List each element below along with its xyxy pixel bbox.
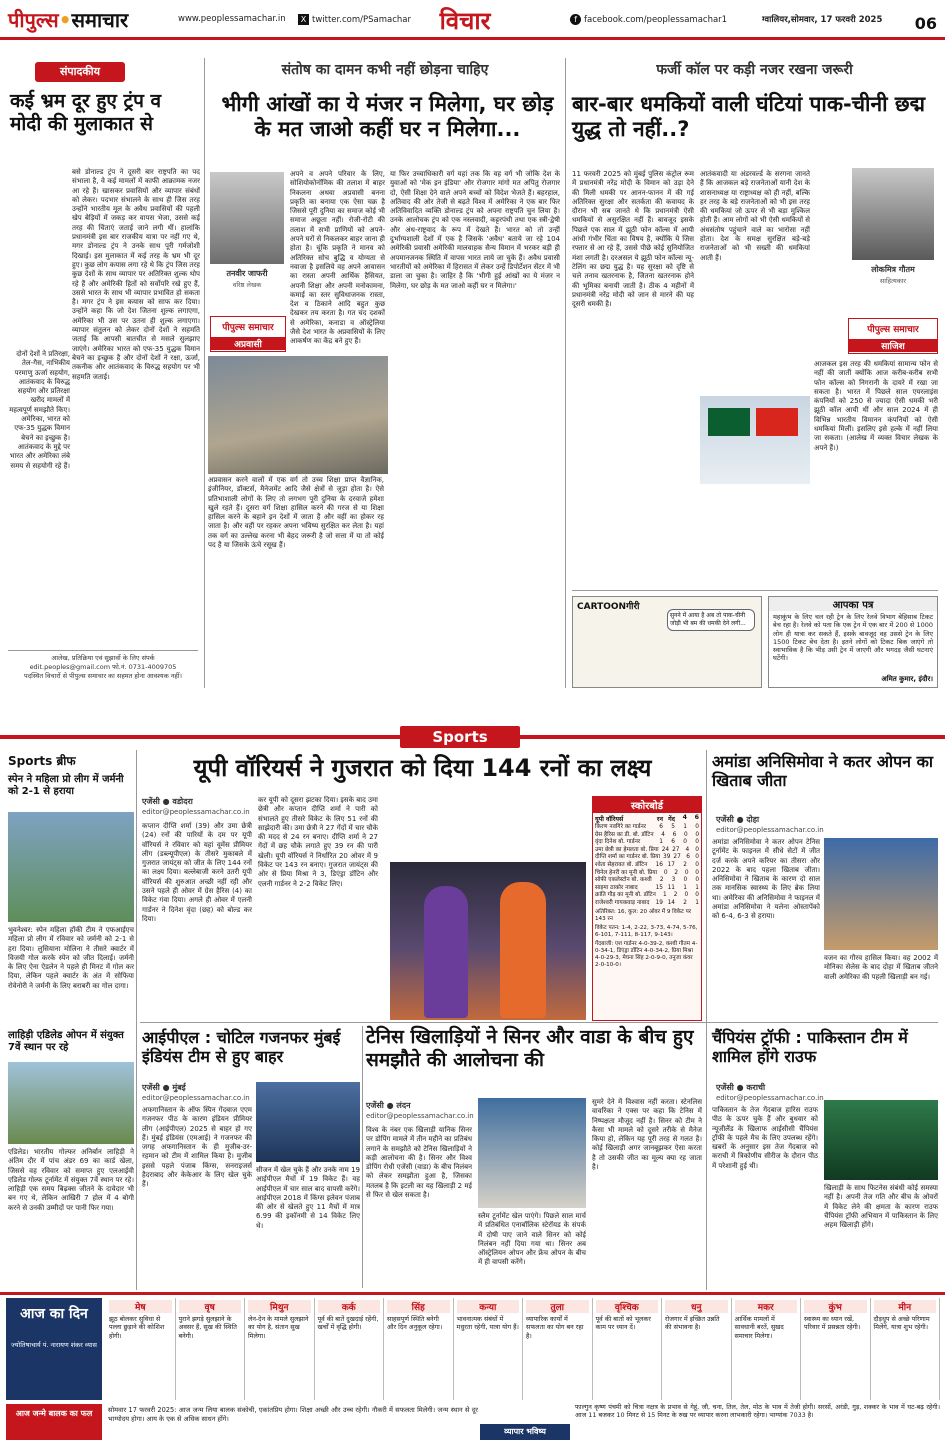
score-cell: 2 <box>659 877 664 884</box>
horoscope-1 <box>106 1298 176 1400</box>
sign-name: कन्या <box>457 1300 520 1313</box>
horoscope-5 <box>384 1298 454 1400</box>
twitter-link[interactable]: X twitter.com/PSamachar <box>298 14 411 25</box>
score-row <box>595 862 699 870</box>
score-row <box>595 824 699 832</box>
horoscope-8 <box>593 1298 663 1400</box>
sign-name: मकर <box>735 1300 798 1313</box>
score-cell: सोफी एकलेस्टोन बो. कश्वी <box>595 877 652 884</box>
score-cell: 11 <box>667 884 675 891</box>
horoscope-7 <box>523 1298 593 1400</box>
horoscope-9 <box>662 1298 732 1400</box>
article-photo <box>208 356 388 474</box>
score-cell: 0 <box>695 892 699 899</box>
amanda-photo <box>824 838 938 950</box>
section-title: विचार <box>439 7 491 35</box>
score-cell: 2 <box>683 861 687 868</box>
astro-title-box: आज का दिन ज्योतिषाचार्य पं. नारायण शंकर व्यास <box>6 1298 102 1400</box>
score-cell: 1 <box>683 824 687 830</box>
sign-name: तुला <box>526 1300 589 1313</box>
score-cell: 27 <box>672 846 680 853</box>
author-role: साहित्यकार <box>879 277 907 285</box>
scoreboard: स्कोरबोर्ड यूपी वॉरियर्स रन गेंद 4 6 किरण नवगिरे का गार्डनर 6 5 1 0 ग्रेस हैरिस का डी. बो. डॉटिन 4 6 0 0 वृंदा दिनेश बो. गार्डनर 1 6 0 0 उमा छेत्री का हेमलता बो. प्रिया 24 27 4 0 दीप्ति शर्मा का गार्डनर बो. प्रिया 39 27 6 0 श्वेता सेहरावत बो. डॉटिन 16 17 2 0 चिनेल हेनरी का मूनी बो. प्रिया 0 2 0 0 सोफी एकलेस्टोन बो. कश्वी 2 3 0 0 साइमा ठाकोर नाबाद 15 11 1 1 क्रांति गौड़ का मूनी बो. डॉटिन 1 2 0 0 राजेश्वरी गायकवाड़ नाबाद 19 14 2 1 अतिरिक्त: 16, कुल: 20 ओवर में 9 विकेट पर 143 रन विकेट पतन: 1-4, 2-22, 3-73, 4-74, 5-76, 6-101, 7-111, 8-117, 9-143। गेंदबाजी: एश गार्डनर 4-0-39-2, कश्वी गौतम 4-0-34-1, डिएंड्रा डॉटिन 4-0-34-2, प्रिया मिश्रा 4-0-29-3, मेघना सिंह 2-0-9-0, तनुजा कंवर 2-0-10-0। <box>592 796 702 1021</box>
sign-name: सिंह <box>387 1300 450 1313</box>
score-cell: ग्रेस हैरिस का डी. बो. डॉटिन <box>595 831 654 838</box>
score-cell: 1 <box>695 899 699 906</box>
ct-byline: एजेंसी ● कराची <box>716 1083 766 1092</box>
amanda-col1: अमांडा अनिसिमोवा ने कतर ओपन टेनिस टूर्नामेंट के फाइनल में सीधे सेटों में जीत दर्ज करके अपने करियर का तीसरा और 2022 के बाद पहला खिताब जीता। अनिसिमोवा ने खिताब के कारण दो साल तक मानसिक स्वास्थ्य के लिए ब्रेक लिया था। अमेरिका की अनिसिमोवा ने फाइनल में अमांडा अनिसिमोवा ने यलेना ओस्तापेंको को 6-4, 6-3 से हराया। <box>712 838 820 921</box>
editorial-sidebar: दोनों देशों ने प्रतिरक्षा, तेल-गैस, नाभिकीय परमाणु ऊर्जा सहयोग, आतंकवाद के विरुद्ध सहयोग और प्रतिरक्षा खरीद मामलों में महत्वपूर्ण समझौते किए। अमेरिका, भारत को एफ-35 युद्धक विमान बेचने का इच्छुक है। आतंकवाद के मुद्दे पर भारत और अमेरिका लंबे समय से सहयोगी रहे हैं। <box>9 350 70 470</box>
letters-box: आपका पत्र महाकुंभ के लिए चल रही ट्रेन के लिए रेलवे विभाग बेहिसाब टिकट बेच रहा है। रेलवे को पता कि एक ट्रेन में एक बार में 200 से 1000 लोग ही यात्रा कर सकते हैं, इसके बावजूद वह उससे ट्रेन के लिए 1500 टिकट बेच देता है। इतने लोगों को टिकट बिक जाएंगे तो स्वाभाविक है कि भीड़ उसी ट्रेन में जाएगी और भगदड़ जैसी घटनाएं घटेंगी। अमित कुमार, इंदौर। <box>768 596 938 688</box>
mi-email[interactable]: editor@peoplessamachar.co.in <box>142 1094 250 1102</box>
sign-text: दौड़धूप से अच्छे परिणाम मिलेंगे, यात्रा शुभ रहेगी। <box>873 1315 930 1332</box>
sign-name: धनु <box>665 1300 728 1313</box>
score-cell: 1 <box>683 884 687 891</box>
sign-name: कर्क <box>318 1300 381 1313</box>
score-cell: 15 <box>655 884 663 891</box>
horoscope-2 <box>176 1298 246 1400</box>
score-cell: 4 <box>661 831 665 838</box>
mi-byline: एजेंसी ● मुंबई <box>142 1083 186 1092</box>
amanda-headline: अमांडा अनिसिमोवा ने कतर ओपन का खिताब जीता <box>712 752 934 791</box>
author-photo <box>852 168 934 260</box>
ct-col1: पाकिस्तान के तेज गेंदबाज हारिस राउफ पीठ के ऊपर चुके हैं और बुधवार को न्यूजीलैंड के खिलाफ आईसीसी चैंपियंस ट्रॉफी के पहले मैच के लिए उपलब्ध रहेंगे। खबरों के अनुसार इस तेज गेंदबाज को कराची में त्रिकोणीय सीरीज के दौरान पीठ में परेशानी हुई थी। <box>712 1106 818 1170</box>
horoscope-4 <box>315 1298 385 1400</box>
sign-text: झूठ बोलकर सुविधा से पल्ला छुड़ाने की कोशिश होगी। <box>109 1315 165 1340</box>
horoscope-3 <box>245 1298 315 1400</box>
score-cell: किरण नवगिरे का गार्डनर <box>595 824 647 830</box>
score-cell: 0 <box>695 877 700 884</box>
sign-name: वृश्चिक <box>596 1300 659 1313</box>
score-cell: 0 <box>695 869 699 876</box>
score-cell: 0 <box>683 831 688 838</box>
astro-rule <box>0 1292 945 1295</box>
rauf-photo <box>824 1100 938 1180</box>
cricket-headline: यूपी वॉरियर्स ने गुजरात को दिया 144 रनों का लक्ष्य <box>193 754 652 782</box>
tennis-col2: स्लैम टूर्नामेंट खेल पाएंगे। पिछले साल मार्च में प्रतिबंधित एनाबॉलिक स्टेरॉयड के संपर्क में दोषी पाए जाने वाले सिनर को कोई निलंबन नहीं दिया गया था। सिनर अब ऑस्ट्रेलियन ओपन और फ्रेंच ओपन के बीच में ही वापसी करेंगे। <box>478 1212 586 1267</box>
cricket-byline: एजेंसी ● वडोदरा <box>142 797 193 806</box>
trade-text: फाल्गुन कृष्ण पंचमी को चित्रा नक्षत्र के प्रभाव से गेहूं, जौ, चना, तिल, तेल, मोठ के भाव में तेजी होगी। सरसों, अरंडी, गुड़, शक्कर के भाव में घट-बढ़ रहेगी। आज 11 बजकर 10 मिनट से 15 मिनट के रुख पर व्यापार करना लाभकारी रहेगा। भाग्यांक 7033 है। <box>575 1403 940 1420</box>
amanda-email[interactable]: editor@peoplessamachar.co.in <box>716 826 824 834</box>
score-cell: 0 <box>695 831 700 838</box>
score-cell: 0 <box>695 846 699 853</box>
sign-name: मिथुन <box>248 1300 311 1313</box>
score-cell: 0 <box>684 869 689 876</box>
brief1-headline: स्पेन ने महिला प्रो लीग में जर्मनी को 2-1 से हराया <box>8 774 124 797</box>
score-row <box>595 892 699 900</box>
score-col-header: 6 <box>694 814 699 821</box>
cricket-email[interactable]: editor@peoplessamachar.co.in <box>142 808 250 816</box>
score-cell: दीप्ति शर्मा का गार्डनर बो. प्रिया <box>595 854 661 861</box>
mi-col1: अफगानिस्तान के ऑफ स्पिन गेंदबाज एएम गजनफर पीठ के कारण इंडियन प्रीमियर लीग (आईपीएल) 2025 से बाहर हो गए हैं। मुंबई इंडियंस (एमआई) ने गजनफर की जगह अफगानिस्तान के ही मुजीब-उर-रहमान को टीम में शामिल किया है। मुजीब इससे पहले पंजाब किंग्स, सनराइजर्स हैदराबाद और केकेआर के लिए खेल चुके हैं। <box>142 1106 252 1189</box>
score-col-header: गेंद <box>668 816 675 823</box>
score-cell: 1 <box>659 839 663 846</box>
right-band: पीपुल्स समाचार साजिश <box>848 318 938 354</box>
score-cell: 2 <box>674 869 679 876</box>
score-cell: 27 <box>673 854 681 861</box>
player-figure <box>500 882 546 1018</box>
score-row <box>595 877 699 885</box>
tennis-headline: टेनिस खिलाड़ियों ने सिनर और वाडा के बीच हुए समझौते की आलोचना की <box>366 1026 694 1071</box>
ct-col2: खिलाड़ी के साथ फिटनेस संबंधी कोई समस्या नहीं है। अपनी तेज गति और बीच के ओवरों में विकेट लेने की क्षमता के कारण राउफ चैंपियंस ट्रॉफी अभियान में पाकिस्तान के लिए अहम खिलाड़ी होंगे। <box>824 1184 938 1230</box>
sign-text: पूर्व की बातों को भूलकर काम पर ध्यान दें। <box>595 1315 651 1332</box>
score-cell: साइमा ठाकोर नाबाद <box>595 884 638 891</box>
score-cell: 0 <box>695 839 699 846</box>
column-divider <box>362 1026 363 1288</box>
ct-email[interactable]: editor@peoplessamachar.co.in <box>716 1094 824 1102</box>
score-cell: 0 <box>683 877 688 884</box>
score-col-header: 4 <box>682 814 687 821</box>
author-name: लोकमित्र गौतम <box>871 265 915 274</box>
center-col2: अप्रवासन करने वालों में एक वर्ग तो उच्च शिक्षा प्राप्त वैज्ञानिक, इंजीनियर, डॉक्टर्स, मैनेजमेंट आदि जैसे क्षेत्रों से जुड़ा होता है। ऐसे प्रतिभाशाली लोगों के लिए तो लगभग पूरी दुनिया के दरवाजे हमेशा खुले रहते हैं। दूसरा वर्ग शिक्षा हासिल करने की गरज से या शिक्षा हासिल करने के बहाने इन देशों में जाता है और वहीं का होकर रह जाता है। और वहीं पर रहकर अपना भविष्य सुरक्षित कर लेता है। यहां तक वर्ग का उल्लेख करना भी बेहद जरूरी है जो सत्ता में या तो कोई पद है या जिसके ऊंचे रसूख हैं। <box>208 476 384 550</box>
score-cell: 3 <box>671 877 676 884</box>
right-col3-start <box>814 170 850 320</box>
horoscope-6 <box>454 1298 524 1400</box>
score-cell: 0 <box>663 869 668 876</box>
column-divider <box>204 58 205 688</box>
row-divider <box>572 590 938 591</box>
cartoon-box: CARTOONगीरी सुनने में आया है अब तो पाक-चीनी जोड़ी भी बम की धमकी देने लगी... <box>572 596 762 688</box>
tennis-byline: एजेंसी ● लंदन <box>366 1101 411 1110</box>
facebook-icon: f <box>570 14 581 25</box>
sign-name: मेष <box>109 1300 172 1313</box>
tennis-col3: सुमरे देने में विश्वास नहीं करता। स्टेनलिस वावरिंका ने एक्स पर कहा कि टेनिस में निष्पक्षता मौजूद नहीं है। सिनर को टीम ने कैसा भी मामले को दूसरे तरीके से मैनेज किया हो, लेकिन यह पूरी तरह से गलत है। कोई खिलाड़ी अगर जानबूझकर ऐसा करता है तो उसकी जीत का मूल्य क्या रह जाता है। <box>592 1098 702 1172</box>
score-cell: 6 <box>671 839 675 846</box>
birth-label: आज जन्मे बालक का फल <box>6 1404 102 1440</box>
score-cell: 0 <box>695 861 699 868</box>
editorial-headline: कई भ्रम दूर हुए ट्रंप व मोदी की मुलाकात से <box>10 90 162 135</box>
editorial-body: बसे डोनाल्ड ट्रंप ने दूसरी बार राष्ट्रपति का पद संभाला है, वे कई मामलों में काफी आक्रामक नजर आ रहे हैं। खासकर प्रवासियों और व्यापार संबंधों को लेकर। पदभार संभालने के साथ ही जिस तरह उन्होंने भारतीय मूल के अवैध प्रवासियों की पहली खेप बेड़ियों में जकड़ कर वापस भेजा, उससे कई तरह की चिंताएं जताई जाने लगी थीं। हालांकि प्रधानमंत्री इस बार राजकीय यात्रा पर नहीं गए थे, मगर डोनाल्ड ट्रंप ने उनके साथ पूरी गर्मजोशी दिखाई। इस मुलाकात में कई तरह के भ्रम भी दूर हुए। कुछ लोग कयास लगा रहे थे कि ट्रंप जिस तरह कुछ देशों के साथ व्यापार पर अतिरिक्त शुल्क थोप रहे हैं और अमेरिकी हितों को सर्वोपरि रखे हुए हैं, उससे भारत के साथ भी व्यापार प्रभावित हो सकता है। मगर ट्रंप ने इस कयास को साफ कर दिया। उन्होंने कहा कि जो देश जितना शुल्क लगाएगा, अमेरिका भी उस पर उतना ही शुल्क लगाएगा। व्यापार संतुलन को लेकर दोनों देशों ने सहमति जताई कि आपसी बातचीत से मसले सुलझाए जाएंगे। अमेरिका भारत को एफ-35 युद्धक विमान बेचने का इच्छुक है और दोनों देशों ने रक्षा, ऊर्जा, तकनीक और आतंकवाद के विरुद्ध सहयोग पर भी सहमति जताई। <box>72 168 200 381</box>
score-cell: वृंदा दिनेश बो. गार्डनर <box>595 839 641 846</box>
page-number: 06 <box>914 14 937 33</box>
score-cell: श्वेता सेहरावत बो. डॉटिन <box>595 861 648 868</box>
right-col3: आजकल इस तरह की धमकियां सामान्य फोन से नहीं की जातीं क्योंकि आज करीब-करीब सभी फोन कॉल्स को निगरानी के दायरे में रखा जा सकता है। भारत में पिछले साल एयरलाइंस कंपनियों को 250 से ज्यादा ऐसी धमकी भरी झूठी कॉल आयी थीं और साल 2024 में ही विभिन्न भारतीय विमानन कंपनियों को ऐसी धमकियां मिलीं। इसलिए इसे हल्के में नहीं लिया जा सकता। (आलेख में व्यक्त विचार लेखक के अपने हैं।) <box>814 360 938 452</box>
pakistan-flag <box>708 408 750 436</box>
cricket-col2: कर यूपी को दूसरा झटका दिया। इसके बाद उमा छेत्री और कप्तान दीप्ति शर्मा ने पारी को संभालते हुए तीसरे विकेट के लिए 51 रनों की साझेदारी की। उमा छेत्री ने 27 गेंदों में चार चौके की मदद से 24 रन बनाए। दीप्ति शर्मा ने 27 गेंदों में छह चौके लगाते हुए 39 रन की पारी खेली। यूपी वॉरियर्स ने निर्धारित 20 ओवर में 9 विकेट पर 143 रन बनाए। गुजरात जायंट्स की ओर से प्रिया मिश्रा ने 3, डिएंड्रा डॉटिन और एलनी गार्डनर ने 2-2 विकेट लिए। <box>258 796 378 888</box>
dateline: ग्वालियर,सोमवार, 17 फरवरी 2025 <box>762 15 883 25</box>
score-cell: 0 <box>684 892 689 899</box>
score-cell: क्रांति गौड़ का मूनी बो. डॉटिन <box>595 892 656 899</box>
player-figure <box>424 886 468 1018</box>
amanda-byline: एजेंसी ● दोहा <box>716 815 760 824</box>
score-cell: 6 <box>686 854 690 861</box>
score-cell: 5 <box>671 824 675 830</box>
score-cell: 0 <box>683 839 687 846</box>
score-cell: उमा छेत्री का हेमलता बो. प्रिया <box>595 846 659 853</box>
score-cell: 19 <box>655 899 663 906</box>
score-cell: राजेश्वरी गायकवाड़ नाबाद <box>595 899 650 906</box>
center-col3: या फिर उच्चाधिकारी वर्ग यहां तक कि वह वर्ग भी जोकि देश के युवाओं को 'मेक इन इंडिया' और रोजगार मांगो मत अपितु रोजगार दो, ऐसी शिक्षा देने वाले अपने बच्चों को विदेश भेजते हैं। बहरहाल, अतिवाद की ओर तेजी से बढ़ते विश्व में अमेरिका ने एक बार फिर अतिविवादित व्यक्ति डोनाल्ड ट्रंप को अपना राष्ट्रपति चुन लिया है। उनके आलोचक ट्रंप को एक नस्लवादी, कट्टरपंथी तथा एक स्त्री-द्वेषी और अंध-राष्ट्रवाद के रूप में देखते हैं। भारत को तो उन्हीं दुर्भाग्यशाली देशों में एक है जिसके 'अवैध' बताये जा रहे 104 अमेरिकी प्रवासी अमेरिकी मालवाहक सैन्य विमान में भरकर बड़ी ही अपमानजनक स्थिति में वापस भारत लाये जा चुके हैं। अवैध प्रवासी भारतीयों को अमेरिका में हिरासत में लेकर उन्हें डिपोर्टेशन सेंटर में भी डाला जा चुका है। जाहिर है कि 'भीगी हुई आंखों का ये मंजर न मिलेगा, घर छोड़ के मत जाओ कहीं घर न मिलेगा।' <box>390 170 560 290</box>
sign-text: पुराने झगड़े सुलझाने के अवसर हैं, सुख की स्थिति बनेगी। <box>178 1315 237 1340</box>
sports-brief-tag: Sports ब्रीफ <box>8 754 76 768</box>
hockey-photo <box>8 812 134 922</box>
trade-label: व्यापार भविष्य <box>480 1424 570 1440</box>
right-kicker: फर्जी कॉल पर कड़ी नजर रखना जरूरी <box>656 62 853 78</box>
score-cell: 1 <box>662 892 667 899</box>
sign-text: रोजगार में इच्छित उन्नति की संभावना है। <box>665 1315 720 1332</box>
sign-text: व्यापारिक कार्यों में सफलता का योग बन रहा है। <box>526 1315 584 1340</box>
sign-name: मीन <box>874 1300 937 1313</box>
score-cell: 0 <box>695 854 699 861</box>
brief2-body: एडिलेड। भारतीय गोल्फर अनिर्बान लाहिड़ी ने अंतिम दौर में पांच अंडर 69 का कार्ड खेला, जिससे वह रविवार को समाप्त हुए एलआईवी एडिलेड गोल्फ टूर्नामेंट में संयुक्त 7वें स्थान पर रहे। लाहिड़ी एक समय बिढ़क्स जीतने के दावेदार भी बन गए थे, लेकिन आखिरी 7 होल में 4 बोगी करने से उनकी उम्मीदों पर पानी फिर गया। <box>8 1148 134 1212</box>
score-cell: 0 <box>695 824 699 830</box>
cricketer-photo <box>256 1082 360 1162</box>
horoscope-11 <box>801 1298 871 1400</box>
sign-text: आर्थिक मामलों में सावधानी बरतें, सुखद समाचार मिलेगा। <box>734 1315 784 1340</box>
contact-email[interactable]: edit.peoples@gmail.com फो.नं. 0731-4009705 <box>29 663 177 671</box>
twitter-icon: X <box>298 14 309 25</box>
center-col1: अपने व अपने परिवार के लिए, सोशियोकोनॉमिक की तलाश में बाहर निकलना अथवा अप्रवासी बनना प्रकृति का बनाया एक ऐसा चक्र है जिससे पूरी दुनिया का समाज कोई भी समाज अछूता नहीं। रोजी-रोटी की तलाश में सभी प्राणियों को अपने-अपने घरों से निकलकर बाहर जाना ही होता है। चूंकि प्रकृति ने मानव को अतिरिक्त सोच बुद्धि व योग्यता से नवाजा है इसलिये वह अपने आवासन का रास्ता अपनी आर्थिक हैसियत, अपनी शिक्षा और अपनी मनोकामना, कमाई का स्तर सुविधाजनक रास्ता, देश व ठिकाने आदि बहुत कुछ देखकर तय करता है। गत चंद दशकों से अमेरिका, कनाडा व ऑस्ट्रेलिया जैसे देश भारत के अप्रवासियों के लिए आकर्षण का केंद्र बने हुए हैं। <box>290 170 385 346</box>
horoscope-grid <box>106 1298 940 1400</box>
score-cell: 16 <box>655 861 663 868</box>
tennis-email[interactable]: editor@peoplessamachar.co.in <box>366 1112 474 1120</box>
tennis-col1: विश्व के नंबर एक खिलाड़ी यानिक सिनर पर डोपिंग मामले में तीन महीने का प्रतिबंध लगाने के समझौते को टेनिस खिलाड़ियों ने कड़ी आलोचना की है। सिनर और विश्व डोपिंग रोधी एजेंसी (वाडा) के बीच निलंबन को लेकर समझौता हुआ है, जिसका मतलब है कि इटली का यह खिलाड़ी 2 मई से फिर से खेल सकता है। <box>366 1126 472 1200</box>
sign-text: भावनात्मक संबंधों में मधुरता रहेगी, यात्रा योग हैं। <box>456 1315 519 1332</box>
right-headline: बार-बार धमकियों वाली घंटियां पाक-चीनी छद्म युद्ध तो नहीं..? <box>572 92 926 142</box>
score-cell: 1 <box>695 884 699 891</box>
website-link[interactable]: www.peoplessamachar.in <box>178 14 286 24</box>
sign-text: पूर्व की बातें दुखदाई रहेंगी, खर्चों में वृद्धि होगी। <box>317 1315 379 1332</box>
editorial-tag: संपादकीय <box>35 62 125 82</box>
ct-headline: चैंपियंस ट्रॉफी : पाकिस्तान टीम में शामिल होंगे राउफ <box>712 1028 908 1067</box>
right-col1: 11 फरवरी 2025 को मुंबई पुलिस कंट्रोल रूम में प्रधानमंत्री नरेंद्र मोदी के विमान को उड़ा देने की मिली धमकी पर आनन-फानन में की गई अतिरिक्त सुरक्षा और सतर्कता की कवायद के दौरान भी सब जानते थे कि प्रधानमंत्री ऐसी धमकियों से असुरक्षित नहीं हैं। बावजूद इसके पिछले एक साल में झूठी फोन कॉल्स में आयी आंधी गंभीर चिंता का विषय है, क्योंकि ये जिस रफ्तार से आ रहे हैं, उससे पीछे कोई सुनियोजित मंशा लगती है। दरअसल ये झूठी फोन कॉल्स न्यू-टेलिंग का छद्म युद्ध है। यह सुरक्षा को दृष्टि से चले तनाव खतरनाक है, जितना खतरनाक होने की भूमिका बनायी जाती है। ठीक 4 महीनों में प्रधानमंत्री नरेंद्र मोदी को जान से मारने की यह दूसरी धमकी है। <box>572 170 694 309</box>
score-cell: 2 <box>673 892 678 899</box>
score-cell: 24 <box>661 846 670 853</box>
editorial-footer-rule <box>8 650 198 651</box>
author-photo <box>210 172 284 264</box>
author-name: तनवीर जाफरी <box>226 269 268 278</box>
sign-name: कुंभ <box>804 1300 867 1313</box>
china-flag <box>756 408 798 436</box>
sign-text: लेन-देन के मामले सुलझाने का योग है, संतान सुख मिलेगा। <box>248 1315 309 1340</box>
center-band: पीपुल्स समाचार अप्रवासी <box>210 316 286 352</box>
score-cell: 6 <box>672 831 677 838</box>
row-divider <box>140 1022 938 1023</box>
right-col2: आतंकवादी या अंडरवर्ल्ड के सरगना जानते हैं कि आजकल बड़े राजनेताओं यानी देश के शासनाध्यक्ष या राष्ट्राध्यक्ष को ही नहीं, बल्कि हर तरह के बड़े राजनेताओं को भी इस तरह की धमकियां जो ऊपर से भी बड़ा मुश्किल होती हैं। आम लोगों को भी ऐसी धमकियों से अंधसंतोष पहुंचाने वाले का भारोसा नहीं होता। देश के समक्ष सुरक्षित बड़े-बड़े राजनेताओं को भी सख्ती की धमकियां आती हैं। <box>700 170 810 262</box>
flags-photo <box>700 396 810 484</box>
horoscope-12 <box>871 1298 941 1400</box>
masthead <box>0 0 945 40</box>
newspaper-logo[interactable]: पीपुल्स•समाचार <box>8 8 129 32</box>
facebook-link[interactable]: f facebook.com/peoplessamachar1 <box>570 14 727 25</box>
sign-text: साहसपूर्ण स्थिति बनेगी और दिन अनुकूल रहेगा। <box>387 1315 443 1332</box>
brief2-headline: लाहिड़ी एडिलेड ओपन में संयुक्त 7वें स्थान पर रहे <box>8 1030 124 1053</box>
score-cell: 2 <box>683 899 687 906</box>
score-row <box>595 854 699 862</box>
birth-text: सोमवार 17 फरवरी 2025: आज जन्म लिया बालक संकोची, एकांतप्रिय होगा। शिक्षा अच्छी और उच्च रहेगी। नौकरी में सफलता मिलेगी। जन्म स्थान से दूर भाग्योदय होगा। आय के एक से अधिक साधन होंगे। <box>108 1406 478 1423</box>
mi-col2: सीजन में खेल चुके हैं और उनके नाम 19 आईपीएल मैचों में 19 विकेट हैं। वह आईपीएल में चार साल बाद वापसी करेंगे। आईपीएल 2018 में किंग्स इलेवन पंजाब की ओर से खेलते हुए 11 मैचों में मात्र 6.99 की इकॉनमी से 14 विकेट लिए थे। <box>256 1166 360 1230</box>
cricket-photo <box>390 862 586 1020</box>
horoscope-10 <box>732 1298 802 1400</box>
cricket-col1: कप्तान दीप्ति शर्मा (39) और उमा छेत्री (24) रनों की पारियों के दम पर यूपी वॉरियर्स ने रविवार को यहां वूमेंस प्रीमियर लीग (डब्ल्यूपीएल) के तीसरे मुकाबले में गुजरात जायंट्स को जीत के लिए 144 रनों का लक्ष्य दिया। बल्लेबाजी करने उतरी यूपी वॉरियर्स की शुरुआत अच्छी नहीं रही और उसने पहले ही ओवर में ग्रेस हैरिस (4) का विकेट गंवा दिया। अगले ही ओवर में एलनी गार्डनर ने दिनेश वृंदा (छह) को बोल्ड कर दिया। <box>142 822 252 923</box>
score-row <box>595 900 699 908</box>
score-cell: 4 <box>685 846 690 853</box>
column-divider <box>565 58 566 688</box>
score-cell: 6 <box>659 824 663 830</box>
column-divider <box>136 750 137 1290</box>
mi-headline: आईपीएल : चोटिल गजनफर मुंबई इंडियंस टीम से हुए बाहर <box>142 1028 341 1067</box>
column-divider <box>706 750 707 1290</box>
score-col-header: रन <box>656 816 663 823</box>
editorial-footer: आलेख, प्रतिक्रिया एवं सुझावों के लिए संपर्क edit.peoples@gmail.com फो.नं. 0731-4009705 पदस्थित विचारों से पीपुल्स समाचार का सहमत होना आवश्यक नहीं। <box>8 654 198 681</box>
author-role: वरिष्ठ लेखक <box>232 281 262 289</box>
score-row <box>595 839 699 847</box>
score-cell: 17 <box>667 861 675 868</box>
score-cell: 39 <box>663 854 671 861</box>
golfer-photo <box>8 1062 134 1144</box>
score-cell: चिनेल हेनरी का मूनी बो. प्रिया <box>595 869 658 876</box>
sinner-photo <box>478 1098 586 1208</box>
brief1-body: भुवनेश्वर: स्पेन महिला हॉकी टीम ने एफआईएच महिला प्रो लीग में रविवार को जर्मनी को 2-1 से हरा दिया। लुसियाना मोलिना ने तीसरे क्वार्टर में विजयी गोल करके स्पेन को जीत दिलाई। जर्मनी के लिए ऐना ऐडलेन ने पहले ही मिनट में गोल कर दिया, लेकिन पहले क्वार्टर के अंत में सोफिया रोवेनोरी ने जर्मनी के लिए बराबरी का गोल दागा। <box>8 926 134 990</box>
center-kicker: संतोष का दामन कभी नहीं छोड़ना चाहिए <box>281 62 489 78</box>
score-cell: 14 <box>667 899 675 906</box>
center-headline: भीगी आंखों का ये मंजर न मिलेगा, घर छोड़ के मत जाओ कहीं घर न मिलेगा... <box>221 92 554 142</box>
sports-label: Sports <box>400 726 520 748</box>
sign-name: वृष <box>179 1300 242 1313</box>
amanda-col2: वजन का गौरव हासिल किया। वह 2002 में मोनिका सेलेस के बाद दोहा में खिताब जीतने वाली अमेरिका की पहली खिलाड़ी बन गई। <box>824 954 938 981</box>
sign-text: स्वास्थ्य का ध्यान रखें, परिवार में प्रसन्नता रहेगी। <box>804 1315 861 1332</box>
